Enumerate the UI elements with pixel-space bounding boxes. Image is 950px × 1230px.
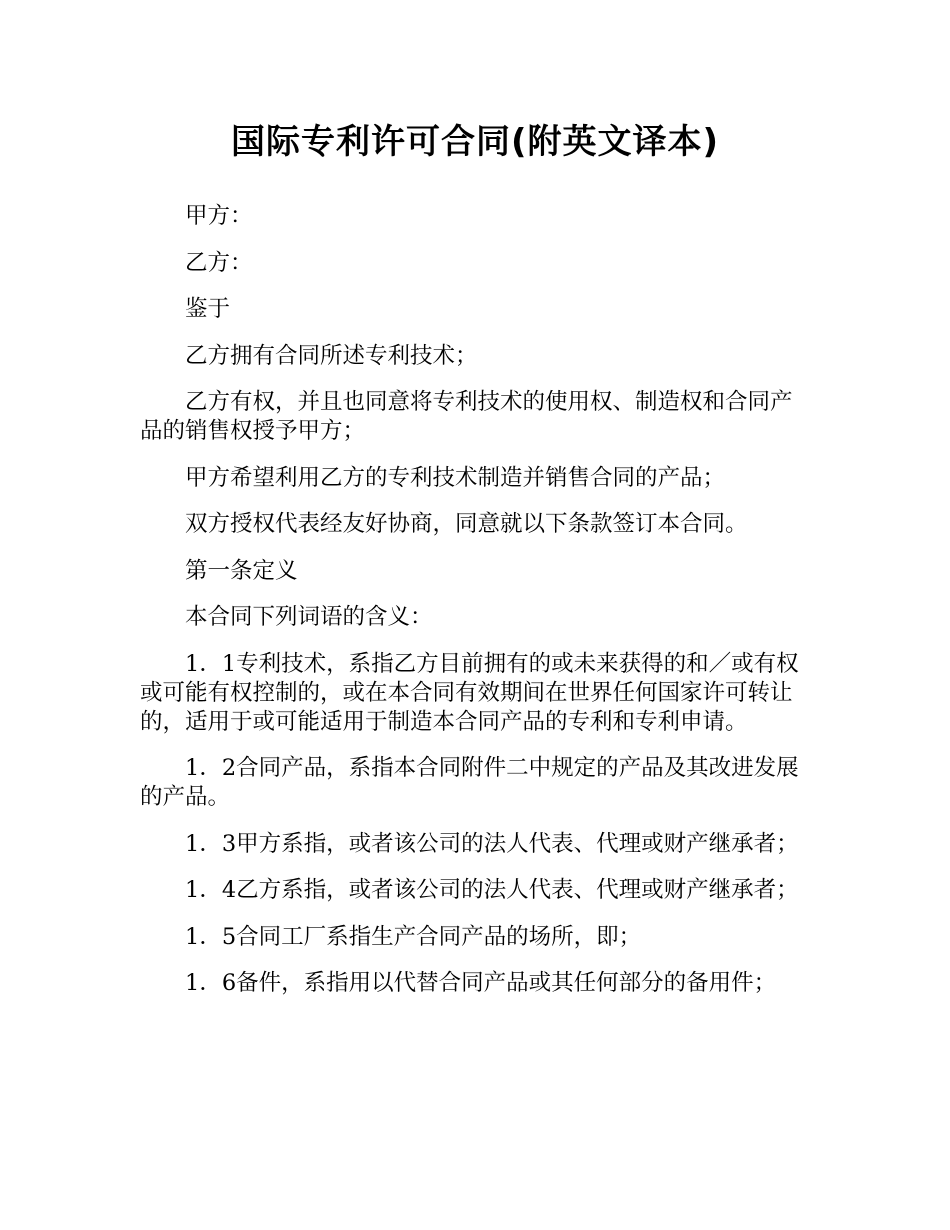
article-1-heading: 第一条定义 — [185, 557, 298, 584]
clause-1-2: 1．2合同产品，系指本合同附件二中规定的产品及其改进发展的产品。 — [140, 755, 799, 810]
paragraph-recital-1: 乙方拥有合同所述专利技术； — [185, 342, 478, 369]
clause-1-4: 1．4乙方系指，或者该公司的法人代表、代理或财产继承者； — [185, 877, 799, 903]
document-body — [140, 202, 810, 1016]
paragraph-recital-4: 双方授权代表经友好协商，同意就以下条款签订本合同。 — [185, 511, 748, 537]
document-title: 国际专利许可合同(附英文译本) — [230, 122, 720, 162]
paragraph-recital-3: 甲方希望利用乙方的专利技术制造并销售合同的产品； — [185, 464, 726, 491]
clause-1-6: 1．6备件，系指用以代替合同产品或其任何部分的备用件； — [185, 970, 777, 996]
paragraph-definitions-intro: 本合同下列词语的含义： — [185, 604, 433, 630]
paragraph-recital-2: 乙方有权，并且也同意将专利技术的使用权、制造权和合同产品的销售权授予甲方； — [140, 389, 793, 444]
clause-1-3: 1．3甲方系指，或者该公司的法人代表、代理或财产继承者； — [185, 830, 799, 857]
clause-1-5: 1．5合同工厂系指生产合同产品的场所，即； — [185, 923, 642, 950]
paragraph-party-b: 乙方： — [185, 249, 253, 276]
paragraph-party-a: 甲方： — [185, 203, 253, 229]
clause-1-1: 1．1专利技术，系指乙方目前拥有的或未来获得的和／或有权或可能有权控制的，或在本合同有效期间在世界任何国家许可转让的，适用于或可能适用于制造本合同产品的专利和专利申请。 — [140, 650, 799, 735]
paragraph-whereas: 鉴于 — [185, 296, 231, 322]
